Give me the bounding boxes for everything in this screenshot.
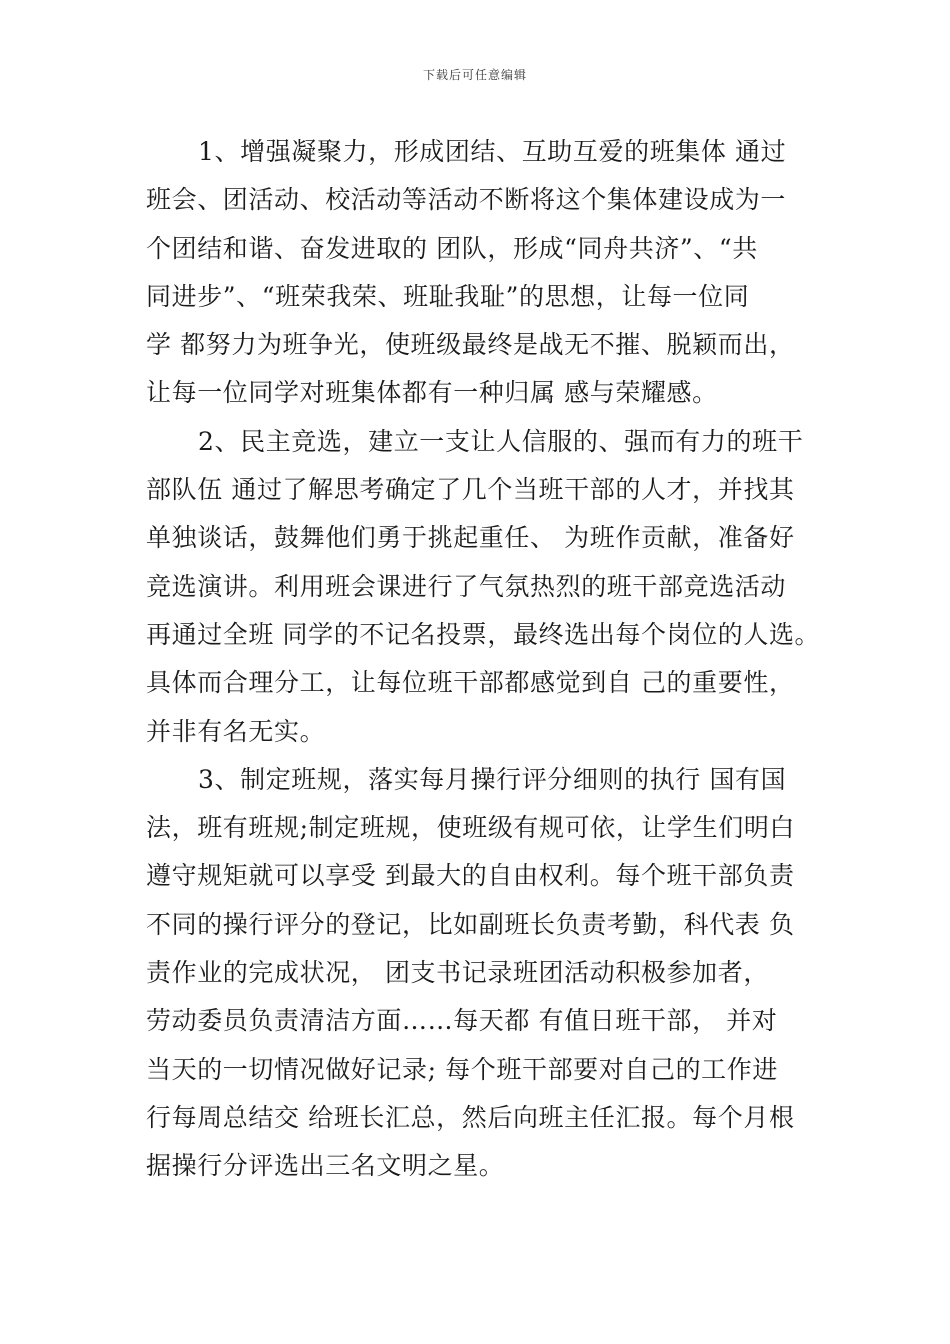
page-header: 下载后可任意编辑 (422, 68, 527, 82)
text-line: 具体而合理分工，让每位班干部都感觉到自 己的重要性， (146, 668, 795, 698)
paragraph-3 (146, 756, 816, 1191)
text-line: 劳动委员负责清洁方面……每天都 有值日班干部， 并对 (146, 1006, 778, 1036)
text-line: 个团结和谐、奋发进取的 团队，形成“同舟共济”、“共 (146, 233, 758, 263)
text-line: 单独谈话，鼓舞他们勇于挑起重任、 为班作贡献，准备好 (146, 523, 795, 553)
text-line: 班会、团活动、校活动等活动不断将这个集体建设成为一 (146, 185, 787, 215)
text-line: 同进步”、“班荣我荣、班耻我耻”的思想，让每一位同 (146, 281, 750, 311)
text-line: 竞选演讲。利用班会课进行了气氛热烈的班干部竞选活动 (146, 571, 787, 601)
text-line: 据操行分评选出三名文明之星。 (146, 1151, 505, 1181)
text-line: 学 都努力为班争光，使班级最终是战无不摧、脱颖而出， (146, 330, 795, 360)
text-line: 遵守规矩就可以享受 到最大的自由权利。每个班干部负责 (146, 861, 795, 891)
paragraph-1 (146, 128, 816, 418)
text-line: 让每一位同学对班集体都有一种归属 感与荣耀感。 (146, 378, 718, 408)
text-line: 1、增强凝聚力，形成团结、互助互爱的班集体 通过 (198, 137, 787, 166)
text-line: 法，班有班规;制定班规，使班级有规可依，让学生们明白 (146, 813, 796, 843)
paragraph-2 (146, 418, 821, 756)
text-line: 2、民主竞选，建立一支让人信服的、强而有力的班干 (198, 426, 804, 456)
text-line: 不同的操行评分的登记，比如副班长负责考勤，科代表 负 (146, 909, 795, 939)
text-line: 责作业的完成状况， 团支书记录班团活动积极参加者， (146, 958, 769, 988)
text-line: 部队伍 通过了解思考确定了几个当班干部的人才，并找其 (146, 475, 795, 505)
text-line: 3、制定班规，落实每月操行评分细则的执行 国有国 (198, 764, 787, 794)
text-line: 再通过全班 同学的不记名投票，最终选出每个岗位的人选。 (146, 619, 821, 649)
text-line: 行每周总结交 给班长汇总，然后向班主任汇报。每个月根 (146, 1102, 795, 1132)
text-line: 并非有名无实。 (146, 716, 326, 746)
text-line: 当天的一切情况做好记录; 每个班干部要对自己的工作进 (146, 1054, 778, 1084)
document-body (146, 128, 821, 1191)
